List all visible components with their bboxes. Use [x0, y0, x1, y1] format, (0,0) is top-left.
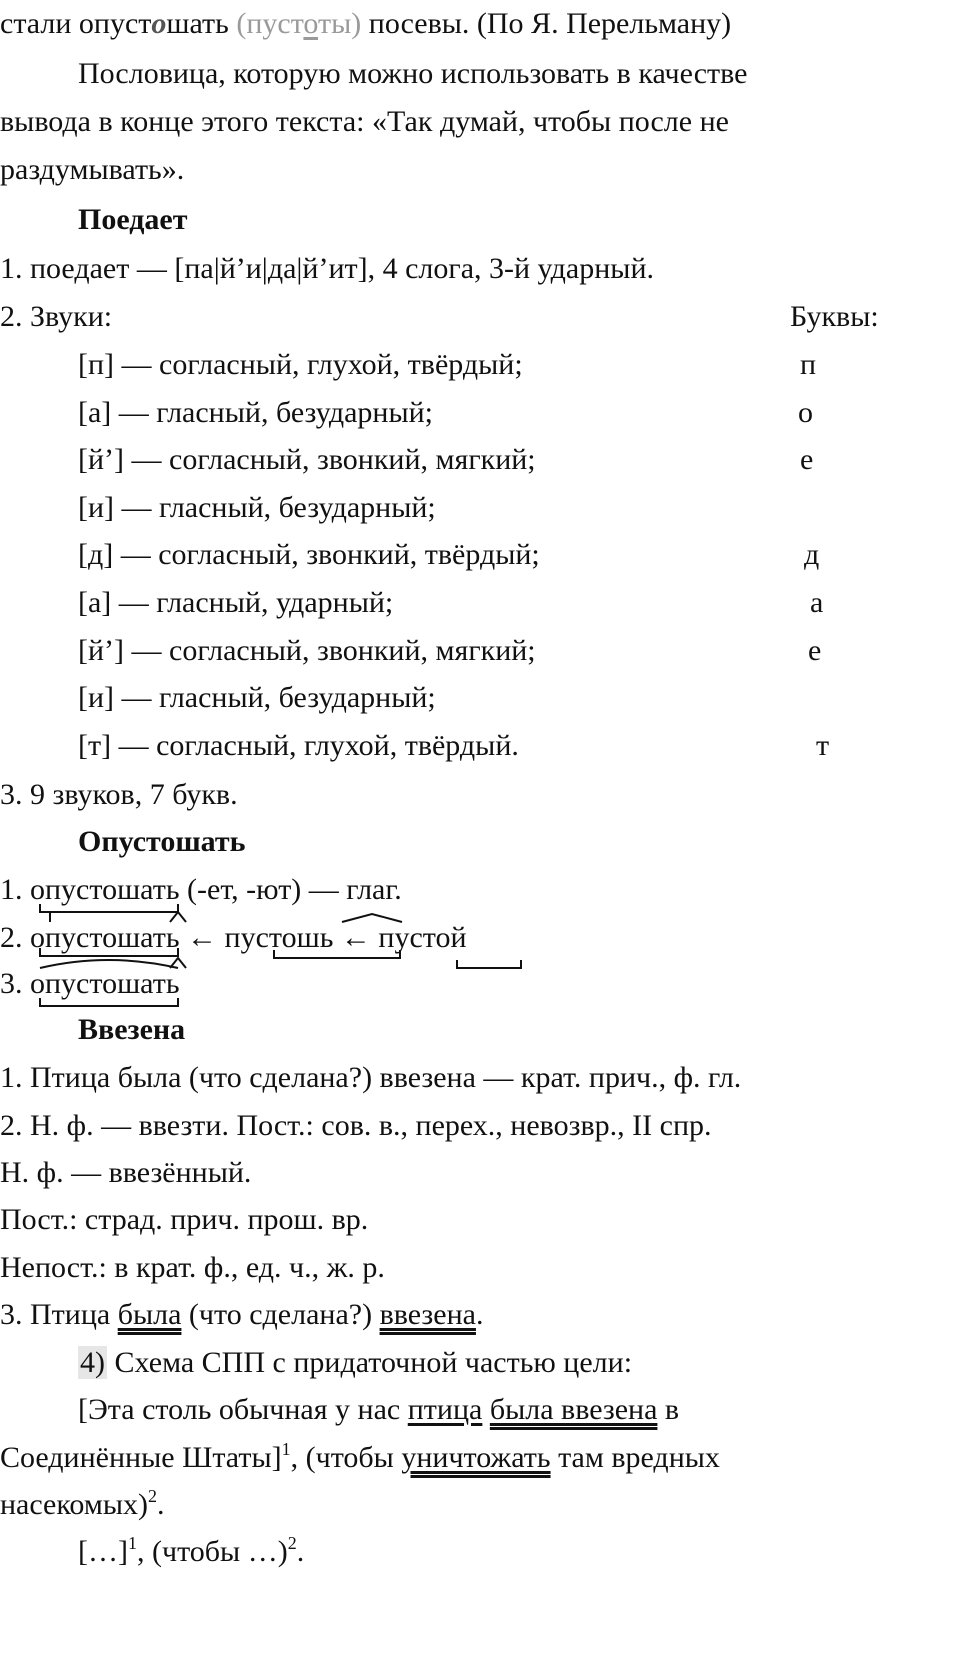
check-word-part: ты) — [318, 7, 362, 40]
scheme-subordinate-clause: , (чтобы …) — [136, 1535, 288, 1568]
phonetic-item-2: 2. Звуки: — [0, 300, 113, 333]
sound-letter: е — [808, 633, 822, 667]
scheme-main-clause: […] — [78, 1535, 128, 1568]
analyzed-word: опустошать — [30, 967, 180, 1000]
sentence-text: Соединённые Штаты] — [0, 1441, 282, 1474]
base-word: пустошь — [224, 921, 334, 954]
predicate-word: была ввезена — [489, 1393, 658, 1426]
check-word-part: (пуст — [236, 7, 304, 40]
task-number: 4) — [80, 1346, 105, 1379]
morph-analysis-line-5: Непост.: в крат. ф., ед. ч., ж. р. — [0, 1251, 385, 1284]
phonetic-item-3: 3. 9 звуков, 7 букв. — [0, 778, 238, 811]
sound-letter: а — [810, 586, 824, 619]
morph-analysis-line-1: 1. Птица была (что сделана?) ввезена — крат. прич., ф. гл. — [0, 1061, 742, 1094]
morph-analysis-line-6 — [0, 1297, 483, 1337]
clause-index: 1 — [281, 1439, 291, 1459]
scheme-sentence-line-3 — [0, 1487, 164, 1527]
item-number: 1. — [0, 873, 30, 906]
sentence-text: насекомых) — [0, 1488, 148, 1521]
intro-text: шать — [166, 7, 237, 40]
root-word: пустой — [378, 921, 467, 954]
sound-row: [д] — согласный, звонкий, твёрдый; — [78, 538, 540, 572]
sound-row: [т] — согласный, глухой, твёрдый. — [78, 728, 519, 762]
suffix-and-stem-marks-icon — [272, 912, 412, 972]
scheme-sentence-line-2 — [0, 1440, 720, 1480]
predicate-word: была — [117, 1298, 182, 1331]
letters-label: Буквы: — [790, 300, 879, 333]
sentence-text: . — [156, 1488, 165, 1521]
sound-row: [п] — согласный, глухой, твёрдый; — [78, 348, 523, 381]
stressed-letter: о — [151, 7, 167, 40]
scheme-title — [78, 1345, 632, 1385]
clause-index: 2 — [287, 1533, 297, 1553]
root-stem-bracket-icon — [455, 958, 535, 978]
sentence-text: , (чтобы — [290, 1441, 402, 1474]
scheme-title-text: Схема СПП с придаточной частью цели: — [107, 1346, 633, 1379]
sentence-text: . — [475, 1298, 484, 1331]
sentence-text: . — [296, 1535, 305, 1568]
clause-index: 1 — [127, 1533, 137, 1553]
predicate-word: уничтожать — [401, 1441, 551, 1474]
sound-row: [и] — гласный, безударный; — [78, 490, 436, 524]
derivation-arrow: ← — [179, 921, 225, 954]
phonetic-item-1: 1. поедает — [па|й’и|да|й’ит], 4 слога, 3-й ударный. — [0, 252, 655, 285]
sound-letter: т — [816, 728, 830, 762]
item-number: 2. — [0, 921, 30, 954]
intro-line-1 — [0, 6, 731, 46]
sound-letter: д — [804, 538, 820, 572]
section-heading-vvezena: Ввезена — [78, 1013, 186, 1046]
subject-word: птица — [407, 1393, 483, 1426]
scheme-sentence-line-1 — [78, 1392, 679, 1432]
check-word — [236, 7, 361, 40]
intro-text: стали опуст — [0, 7, 152, 40]
item-number: 3. — [0, 967, 30, 1000]
morph-analysis-line-4: Пост.: страд. прич. прош. вр. — [0, 1203, 369, 1236]
intro-line-3: вывода в конце этого текста: «Так думай, чтобы после не — [0, 105, 729, 138]
sound-row: [и] — гласный, безударный; — [78, 681, 436, 715]
predicate-word: ввезена — [379, 1298, 476, 1331]
sentence-text: (что сделана?) — [181, 1298, 380, 1331]
sound-row: [а] — гласный, безударный; — [78, 395, 434, 429]
morph-analysis-line-3: Н. ф. — ввезённый. — [0, 1156, 252, 1189]
morph-analysis-line-2: 2. Н. ф. — ввезти. Пост.: сов. в., перех., невозвр., II спр. — [0, 1109, 712, 1142]
sentence-text: [Эта столь обычная у нас — [78, 1393, 408, 1426]
sentence-text: там вредных — [550, 1441, 720, 1474]
derivation-arrow: ← — [333, 921, 379, 954]
sentence-text: в — [657, 1393, 680, 1426]
sound-row: [й’] — согласный, звонкий, мягкий; — [78, 443, 536, 477]
sentence-text — [482, 1393, 490, 1426]
intro-line-4: раздумывать». — [0, 153, 185, 186]
clause-index: 2 — [147, 1486, 157, 1506]
sound-letter: е — [800, 443, 814, 477]
section-heading-opustoshat: Опустошать — [78, 825, 246, 858]
intro-text: посевы. (По Я. Перельману) — [361, 7, 732, 40]
section-heading-poedaet: Поедает — [78, 203, 188, 236]
check-word-vowel: о — [303, 7, 319, 40]
analyzed-word: опустошать — [30, 873, 180, 906]
sound-letter: п — [800, 348, 817, 381]
sound-letter: о — [798, 395, 813, 429]
word-info: (-ет, -ют) — глаг. — [179, 873, 402, 906]
sound-row: [й’] — согласный, звонкий, мягкий; — [78, 633, 536, 667]
scheme-formula — [78, 1534, 304, 1574]
sound-row: [а] — гласный, ударный; — [78, 586, 394, 619]
derived-word: опустошать — [30, 921, 180, 954]
intro-line-2: Пословица, которую можно использовать в качестве — [78, 57, 748, 90]
sentence-text: 3. Птица — [0, 1298, 118, 1331]
